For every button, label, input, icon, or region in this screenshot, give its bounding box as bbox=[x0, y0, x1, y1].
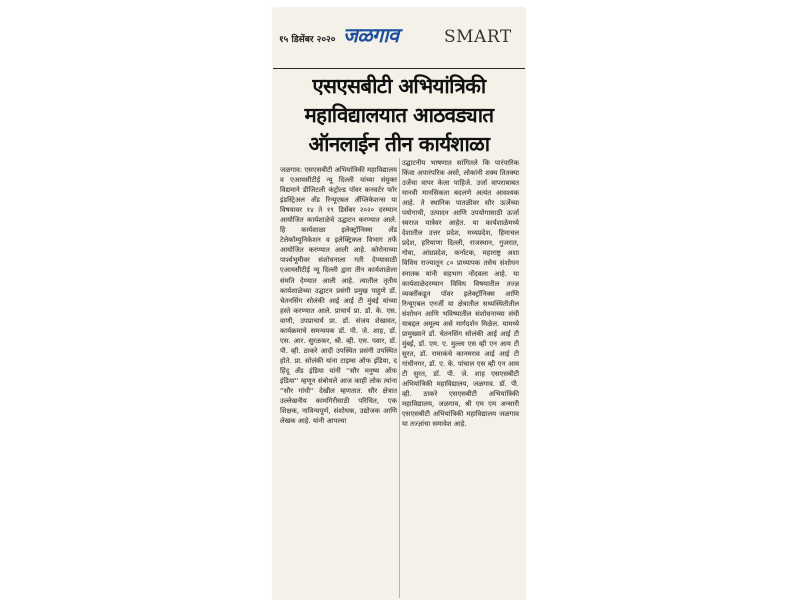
newspaper-clipping bbox=[273, 8, 525, 600]
article-text-2: उद्घाटनीय भाषणात सांगितले कि पारंपारिक किंवा अपारंपरिक असो, लोकांनी शक्य तितक्या उर्जेचा वापर केला पाहिजे. उर्जा वापराबाबत मानवी मानसिकता बदलणे अत्यंत आवश्यक आहे. ते स्थानिक पातळीवर सौर ऊर्जेच्या पयोगाची, उत्पादन आणि उपयोगासाठी ऊर्जा स्वराज यात्रेवर आहेत. या कार्यशाळेमध्ये देशातील उत्तर प्रदेश, मध्यप्रदेश, हिमाचल प्रदेश, हरियाणा दिल्ली, राजस्थान, गुजरात, गोवा, आंध्रप्रदेश, कर्नाटक, महाराष्ट्र अशा विविध राज्यातून ८० प्राध्यापक तसेच संशोधन स्नातक यांनी सहभाग नोंदवला आहे. या कार्यशाळेदरम्यान विविध विषयातील तज्ज्ञ व्यक्तींकडून पॉवर इलेक्ट्रॉनिक्स आणि रिन्यूएबल एनर्जी या क्षेत्रातील सध्यस्थितीतील संशोधन आणि भविष्यातील संशोधनाच्या संधी याबद्दल अमूल्य असे मार्गदर्शन मिळेल. यामध्ये प्रामुख्याने डॉ. चेतनसिंग सोलंकी आई आई टी मुंबई, डॉ. एम. ए. मुल्ला एस व्ही एन आय टी सुरत, डॉ. रामाकंचे कानमराव आई आई टी गांधीनगर, डॉ. ए. के. पांचाल एस व्ही एन आय टी सुरत, डॉ. पी. जे. शाह एसएसबीटी अभियांत्रिकी महाविद्यालय, जळगाव. डॉ. पी. व्ही. ठाकरे एसएसबीटी अभियांत्रिकी महाविद्यालय, जळगाव, श्री एम एम अन्सारी एसएसबीटी अभियांत्रिकी महाविद्यालय जळगाव या तज्ज्ञांचा समावेश आहे. bbox=[402, 159, 519, 429]
headline-line-2: महाविद्यालयात आठवड्यात bbox=[304, 103, 494, 127]
headline bbox=[279, 72, 519, 159]
edition-date: १५ डिसेंबर २०२० bbox=[279, 35, 336, 45]
column-divider bbox=[399, 158, 400, 598]
brand-logo: SMART bbox=[444, 27, 512, 47]
article-text-1: जळगाव: एसएसबीटी अभियांत्रिकी महाविद्यालय व एआयसीटीई न्यू दिल्ली यांच्या संयुक्त विद्यमाने डीजिटली कंट्रोल्ड पॉवर कनवर्टर फॉर इंडस्ट्रिअल अँड रिन्यूएबल अँप्लिकेशन्स या विषयावर १४ ते १९ डिसेंबर २०२० दरम्यान आयोजित कार्यशाळेचे उद्घाटन करण्यात आले. हि कार्यशाळा इलेक्ट्रॉनिक्स अँड टेलेकॉम्युनिकेशन व इलेक्ट्रिकल विभाग तर्फे आयोजित करण्यात आली आहे. कोरोनाच्या पार्श्वभूमीवर संशोधनाला गती देण्यासाठी एआयसीटीई न्यू दिल्ली द्वारा तीन कार्यशाळेला संमति देण्यात आली आहे. त्यातील तृतीय कार्यशाळेच्या उद्घाटन प्रसंगी प्रमुख पाहुणे डॉ. चेतनसिंग सोलंकी आई आई टी मुंबई यांच्या हस्ते करण्यात आले. प्राचार्य प्रा. डॉ. के. एस. वाणी, उपप्राचार्य प्रा. डॉ. संजय शेखावत, कार्यक्रमाचे समन्वयक डॉ. पी. जे. शाह, डॉ. एस. आर. सुरळकर, श्री. व्ही. एस. पवार, डॉ. पी. व्ही. ठाकरे आदी उपस्थित प्रसंगी उपस्थित होते. प्रा. सोलंकी यांना टाइम्स ऑफ इंडिया, द हिंदू अँड इंडिया यांनी ''सौर मनुष्य ऑफ इंडिया'' म्हणून संबोधले आज काही लोक त्यांना ''सौर गांधी'' देखील म्हणतात. सौर क्षेत्रात उल्लेखनीय कामगिरीसाठी परिचित, एक शिक्षक, नाविन्यपूर्ण, संशोधक, उद्योजक आणि लेखक आहे. यांनी आपल्या bbox=[280, 166, 397, 426]
city-logo: जळगाव bbox=[343, 23, 399, 47]
headline-line-1: एसएसबीटी अभियांत्रिकी bbox=[312, 74, 486, 98]
article-column-2 bbox=[402, 158, 519, 600]
article-column-1 bbox=[280, 165, 397, 598]
masthead bbox=[273, 8, 525, 69]
headline-line-3: ऑनलाईन तीन कार्यशाळा bbox=[308, 132, 490, 156]
